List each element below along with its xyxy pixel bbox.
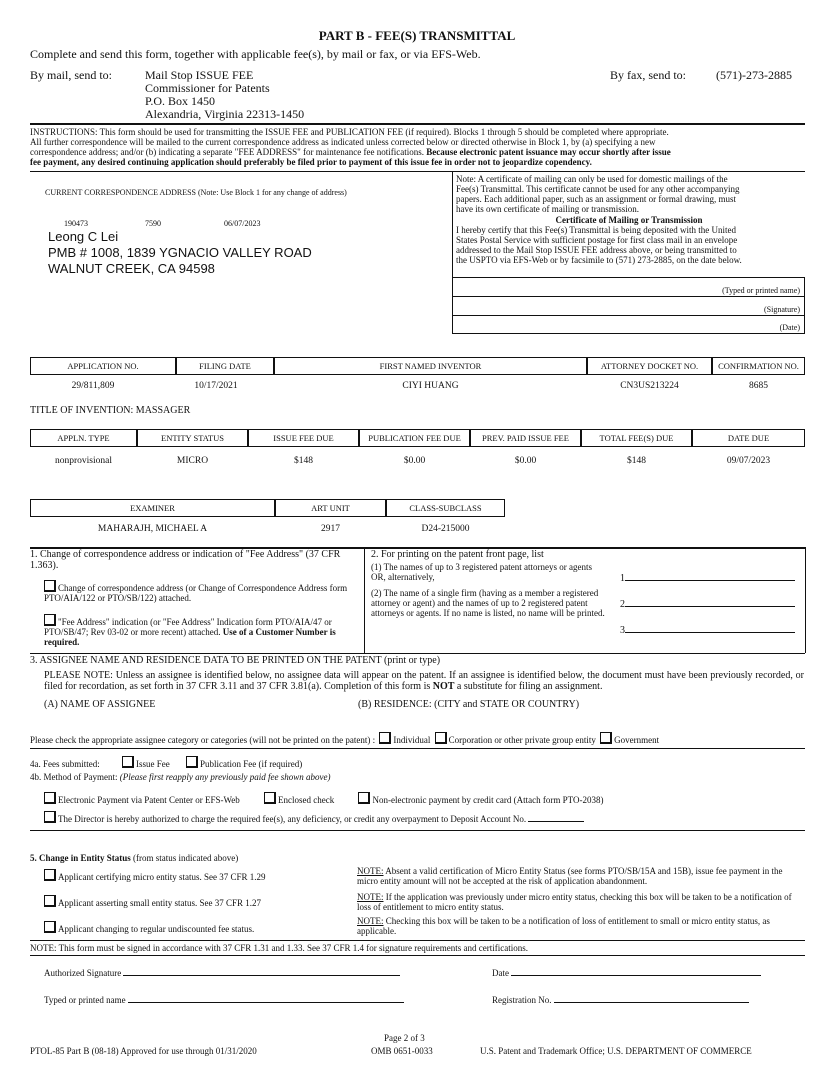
note-text: PLEASE NOTE: Unless an assignee is identified below, no assignee data will appear on the patent. If an assignee is identified below, the document must have been previously recorded, or filed for recordation, as set forth in 37 CFR 3.11 and 37 CFR 3.81(a). Completion of this form is [44,670,804,692]
authorized-signature-field[interactable] [123,975,400,976]
header-appln-type: APPLN. TYPE [30,429,137,447]
checkbox[interactable] [44,921,56,933]
instruction-line: fee payment, any desired continuing application should preferably be filed prior to payment of this issue fee in order not to jeopardize copendency. [30,157,592,167]
note-text: If the application was previously under micro entity status, checking this box will be taken to be a notification of loss of entitlement to micro entity status. [357,892,792,912]
cert-note-line: papers. Each additional paper, such as an assignment or formal drawing, must [456,194,737,204]
entity-option-regular[interactable] [44,921,254,934]
header-issue-fee: ISSUE FEE DUE [248,429,359,447]
checkbox[interactable] [44,869,56,881]
fax-number: (571)-273-2885 [716,68,792,82]
block2-option2: (2) The name of a single firm (having as a member a registered attorney or agent) and the names of up to 2 registered patent attorneys or agents. If no name is listed, no name will be printed. [371,588,605,618]
divider [30,653,805,654]
header-confirmation-no: CONFIRMATION NO. [712,357,805,375]
class-subclass: D24-215000 [421,524,470,534]
checkbox[interactable] [44,614,56,626]
attorney-name-field[interactable] [625,580,795,581]
cert-body-line: States Postal Service with sufficient postage for first class mail in an envelope [456,235,738,245]
confirmation-no: 8685 [749,381,768,391]
publication-fee-option: Publication Fee (if required) [200,759,303,769]
note-label: NOTE: [357,866,384,876]
typed-name-input[interactable] [128,1002,404,1003]
block3-title: 3. ASSIGNEE NAME AND RESIDENCE DATA TO BE PRINTED ON THE PATENT (print or type) [30,655,441,666]
address-name: Leong C Lei [48,229,119,244]
note-label: NOTE: [357,892,384,902]
certificate-note [456,174,802,265]
block2-line[interactable] [620,625,795,636]
attorney-name-field[interactable] [625,632,795,633]
mail-line: Alexandria, Virginia 22313-1450 [145,107,305,121]
instruction-text: correspondence address; and/or (b) indicating a separate "FEE ADDRESS" for maintenance fee notifications. [30,147,424,157]
note-text: Checking this box will be taken to be a notification of loss of entitlement to small or micro entity status, as applicable. [357,916,770,936]
signature-note: NOTE: This form must be signed in accordance with 37 CFR 1.31 and 1.33. See 37 CFR 1.4 for signature requirements and certifications. [30,943,528,953]
note-bold: NOT [432,681,455,692]
art-unit: 2917 [321,524,340,534]
typed-name-row [44,995,404,1005]
divider [30,955,805,956]
checkbox-credit-card[interactable] [358,792,370,804]
checkbox-issue-fee[interactable] [122,756,134,768]
enclosed-option: Enclosed check [277,795,335,805]
docket-no: CN3US213224 [620,381,679,391]
assignee-residence-label: (B) RESIDENCE: (CITY and STATE OR COUNTRY) [358,699,580,710]
application-table [30,357,805,397]
director-text: The Director is hereby authorized to charge the required fee(s), any deficiency, or credit any overpayment to Deposit Account No. [58,814,527,824]
signature-date-label: Date [492,968,509,978]
instructions [30,127,808,167]
header-date-due: DATE DUE [692,429,805,447]
instruction-line [30,147,808,157]
address-city: WALNUT CREEK, CA 94598 [48,261,215,276]
option-text: Applicant certifying micro entity status. See 37 CFR 1.29 [58,872,266,882]
block2-line[interactable] [620,599,795,610]
header-class-subclass: CLASS-SUBCLASS [386,499,505,517]
block1-option1[interactable] [44,580,350,603]
examiner-table [30,499,482,539]
examiner-name: MAHARAJH, MICHAEL A [97,524,208,534]
total-fee-due: $148 [627,456,646,466]
block3-note [44,670,804,692]
prev-paid-fee: $0.00 [514,456,537,466]
header-publication-fee: PUBLICATION FEE DUE [359,429,470,447]
registration-row [492,995,749,1005]
checkbox-director[interactable] [44,811,56,823]
typed-name-field[interactable]: (Typed or printed name) [722,286,800,295]
intro-text: Complete and send this form, together with applicable fee(s), by mail or fax, or via EFS-Web. [30,47,481,61]
mail-address [145,69,304,121]
header-first-inventor: FIRST NAMED INVENTOR [274,357,587,375]
registration-field[interactable] [554,1002,749,1003]
block5-title [30,853,238,863]
option-text: Applicant asserting small entity status. See 37 CFR 1.27 [58,898,261,908]
fax-label: By fax, send to: [610,68,686,82]
issue-fee-option: Issue Fee [136,759,170,769]
fees-table [30,429,805,469]
electronic-option: Electronic Payment via Patent Center or EFS-Web [58,795,240,805]
director-authorization [44,811,584,824]
mail-label: By mail, send to: [30,68,112,82]
entity-option-small[interactable] [44,895,261,908]
checkbox[interactable] [44,580,56,592]
signature-field[interactable]: (Signature) [764,305,800,314]
fees-submitted [30,756,302,769]
block5-title-note: (from status indicated above) [133,853,239,863]
cert-note-line: Note: A certificate of mailing can only be used for domestic mailings of the [456,174,728,184]
page-number: Page 2 of 3 [384,1033,425,1043]
cert-note-line: have its own certificate of mailing or transmission. [456,204,639,214]
first-inventor: CIYI HUANG [402,381,459,391]
method-label: 4b. Method of Payment: [30,772,118,782]
header-entity-status: ENTITY STATUS [137,429,248,447]
assignee-name-label: (A) NAME OF ASSIGNEE [44,699,156,710]
entity-note-1 [357,866,803,886]
form-title: PART B - FEE(S) TRANSMITTAL [318,28,516,43]
entity-note-3 [357,916,803,936]
correspondence-code: 190473 [64,219,88,228]
divider [30,171,805,172]
checkbox-publication-fee[interactable] [186,756,198,768]
certificate-heading: Certificate of Mailing or Transmission [555,215,703,225]
divider [30,123,805,125]
header-filing-date: FILING DATE [176,357,274,375]
payment-options [44,792,603,805]
header-application-no: APPLICATION NO. [30,357,176,375]
divider [453,315,804,316]
checkbox-individual[interactable] [379,732,391,744]
entity-status: MICRO [176,456,209,466]
divider [453,296,804,297]
address-street: PMB # 1008, 1839 YGNACIO VALLEY ROAD [48,245,312,260]
line-number: 3 [620,625,625,636]
block1-option2[interactable] [44,614,350,647]
cert-body-line: addressed to the Mail Stop ISSUE FEE address above, or being transmitted to [456,245,737,255]
credit-card-option: Non-electronic payment by credit card (Attach form PTO-2038) [372,795,604,805]
category-corporation: Corporation or other private group entity [448,735,596,745]
block2-line[interactable] [620,573,795,584]
deposit-account-field[interactable] [528,821,584,822]
category-government: Government [614,735,660,745]
checkbox[interactable] [44,895,56,907]
category-text: Please check the appropriate assignee category or categories (will not be printed on the patent) : [30,735,376,745]
instruction-line: All further correspondence will be mailed to the current correspondence address as indicated unless corrected below or directed otherwise in Block 1, by (a) specifying a new [30,137,656,147]
authorized-signature-label: Authorized Signature [44,968,122,978]
mail-line: Commissioner for Patents [145,81,270,95]
cert-body-line: I hereby certify that this Fee(s) Transmittal is being deposited with the United [456,225,736,235]
line-number: 2 [620,599,625,610]
divider [805,547,806,653]
header-total-fee: TOTAL FEE(S) DUE [581,429,692,447]
payment-method [30,772,331,782]
header-docket-no: ATTORNEY DOCKET NO. [587,357,712,375]
publication-fee-due: $0.00 [403,456,426,466]
checkbox-electronic[interactable] [44,792,56,804]
divider [30,748,805,749]
correspondence-heading: CURRENT CORRESPONDENCE ADDRESS (Note: Use Block 1 for any change of address) [45,188,347,197]
invention-title: TITLE OF INVENTION: MASSAGER [30,405,191,416]
option-text: "Fee Address" indication (or "Fee Address" Indication form PTO/AIA/47 or PTO/SB/47; Rev 03-02 or more recent) attached. [44,617,332,637]
attorney-name-field[interactable] [625,606,795,607]
option-bold: Use of a Customer Number is required. [44,627,336,647]
cert-note-line: Fee(s) Transmittal. This certificate cannot be used for any other accompanying [456,184,740,194]
checkbox-enclosed-check[interactable] [264,792,276,804]
signature-date-row [492,968,761,978]
omb-number: OMB 0651-0033 [371,1046,433,1056]
cert-body-line: the USPTO via EFS-Web or by facsimile to (571) 273-2885, on the date below. [456,255,742,265]
entity-option-micro[interactable] [44,869,265,882]
assignee-category [30,732,659,745]
fees-label: 4a. Fees submitted: [30,759,100,769]
filing-date: 10/17/2021 [194,381,238,391]
date-due: 09/07/2023 [726,456,771,466]
signature-date-field[interactable] [511,975,761,976]
correspondence-code: 7590 [145,219,161,228]
registration-label: Registration No. [492,995,552,1005]
block1-title: 1. Change of correspondence address or indication of "Fee Address" (37 CFR 1.363). [30,549,341,571]
note-text: a substitute for filing an assignment. [456,681,603,692]
agency: U.S. Patent and Trademark Office; U.S. DEPARTMENT OF COMMERCE [480,1046,752,1056]
option-text: Applicant changing to regular undiscounted fee status. [58,924,255,934]
divider [364,547,365,653]
header-art-unit: ART UNIT [275,499,386,517]
note-text: Absent a valid certification of Micro Entity Status (see forms PTO/SB/15A and 15B), issue fee payment in the micro entity amount will not be accepted at the risk of application abandonment. [357,866,783,886]
option-text: Change of correspondence address (or Change of Correspondence Address form PTO/AIA/122 or PTO/SB/122) attached. [44,583,348,603]
instruction-line: INSTRUCTIONS: This form should be used for transmitting the ISSUE FEE and PUBLICATION FEE (if required). Blocks 1 through 5 should be completed where appropriate. [30,127,669,137]
mail-line: Mail Stop ISSUE FEE [145,68,254,82]
block2-option1: (1) The names of up to 3 registered patent attorneys or agents OR, alternatively, [371,562,593,582]
entity-note-2 [357,892,803,912]
header-prev-paid: PREV. PAID ISSUE FEE [470,429,581,447]
correspondence-address [48,229,312,277]
appln-type: nonprovisional [55,456,112,466]
instruction-bold: Because electronic patent issuance may occur shortly after issue [426,147,671,157]
certificate-fields [452,277,805,334]
block5-title-bold: 5. Change in Entity Status [30,853,131,863]
issue-fee-due: $148 [294,456,313,466]
checkbox-government[interactable] [600,732,612,744]
typed-name-label: Typed or printed name [44,995,126,1005]
method-note: (Please first reapply any previously paid fee shown above) [119,772,331,782]
correspondence-date: 06/07/2023 [224,219,261,228]
authorized-signature-row [44,968,400,978]
line-number: 1 [620,573,625,584]
checkbox-corporation[interactable] [435,732,447,744]
block2-title: 2. For printing on the patent front page, list [371,549,544,560]
divider [30,830,805,831]
category-individual: Individual [393,735,431,745]
application-no: 29/811,809 [71,381,115,391]
mail-line: P.O. Box 1450 [145,94,216,108]
divider [30,940,805,941]
date-field[interactable]: (Date) [779,323,800,332]
form-number: PTOL-85 Part B (08-18) Approved for use through 01/31/2020 [30,1046,257,1056]
note-label: NOTE: [357,916,384,926]
header-examiner: EXAMINER [30,499,275,517]
